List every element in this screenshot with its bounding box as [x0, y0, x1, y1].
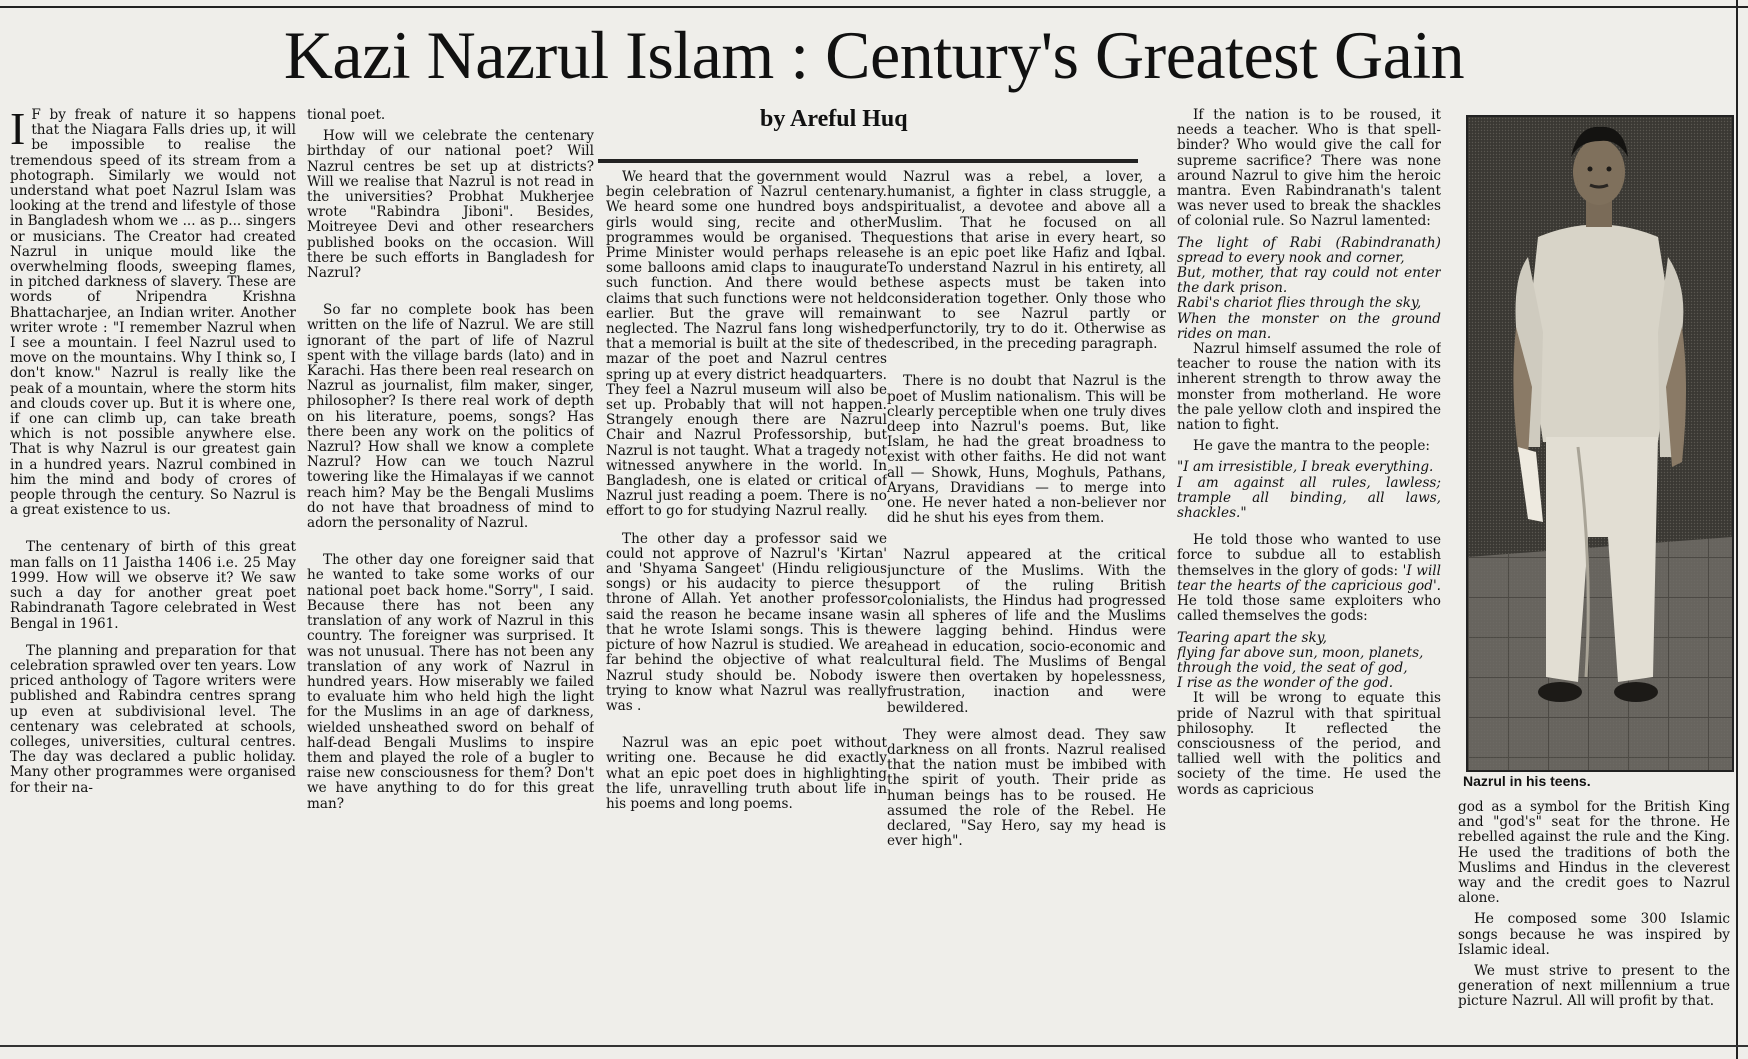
column-1 — [10, 108, 296, 1043]
column-4 — [887, 170, 1166, 1043]
verse-line: The light of Rabi (Rabindranath) spread to every nook and corner, — [1177, 234, 1441, 266]
paragraph: The other day one foreigner said that he wanted to take some works of our national poet back home."Sorry", I said. Because there has not been any translation of any work of Nazrul in this country. The foreigner was surprised. It was not unusual. There has not been any translation of any work of Nazrul in hundred years. How miserably we failed to evaluate him who held high the light for the Muslims in an age of darkness, wielded unsheathed sword on behalf of half-dead Bengali Muslims to inspire them and played the role of a bugler to raise new consciousness for them? Don't we have anything to do for this great man? — [307, 552, 594, 812]
paragraph: The centenary of birth of this great man falls on 11 Jaistha 1406 i.e. 25 May 1999. How will we observe it? We saw such a day for another great poet Rabindranath Tagore celebrated in West Bengal in 1961. — [10, 539, 296, 632]
paragraph: The planning and preparation for that celebration sprawled over ten years. Low priced anthology of Tagore writers were published and Rabindra centres sprang up even at subdivisional level. The centenary was celebrated at schools, colleges, universities, cultural centres. The day was declared a public holiday. Many other programmes were organised for their na- — [10, 642, 296, 796]
paragraph: The other day a professor said we could not approve of Nazrul's 'Kirtan' and 'Shyama Sangeet' (Hindu religious songs) or his audacity to pierce the throne of Allah. Yet another professor said the reason he became insane was that he wrote Islami songs. This is the picture of how Nazrul is studied. We are far behind the objective of what real Nazrul study should be. Nobody is trying to know what Nazrul was really was . — [606, 530, 887, 714]
headline: Kazi Nazrul Islam : Century's Greatest Gain — [283, 17, 1465, 93]
byline-rule — [598, 159, 1138, 163]
photo-caption: Nazrul in his teens. — [1463, 773, 1591, 789]
verse-line: through the void, the seat of god, — [1177, 659, 1408, 676]
portrait-photo — [1466, 115, 1734, 772]
bottom-rule — [0, 1045, 1748, 1047]
paragraph: We heard that the government would begin celebration of Nazrul centenary. We heard some one hundred boys and girls would sing, recite and other programmes would be organised. The Prime Minister would perhaps release some balloons amid claps to inaugurate such function. And there would be claims that such functions were not held earlier. But the grave will remain neglected. The Nazrul fans long wished that a memorial is built at the site of the mazar of the poet and Nazrul centres spring up at every district headquarters. They feel a Nazrul museum will also be set up. Probably that will not happen. Strangely enough there are Nazrul Chair and Nazrul Professorship, but Nazrul is not taught. What a tragedy not witnessed anywhere in the world. In Bangladesh, one is elated or critical of Nazrul just reading a poem. There is no effort to go for studying Nazrul really. — [606, 170, 887, 520]
paragraph: How will we celebrate the centenary birthday of our national poet? Will Nazrul centres be set up at districts? Will we realise that Nazrul is not read in the universities? Probhat Mukherjee wrote "Rabindra Jiboni". Besides, Moitreyee Devi and other researchers published books on the occasion. Will there be such efforts in Bangladesh for Nazrul? — [307, 128, 594, 282]
paragraph: god as a symbol for the British King and "god's" seat for the throne. He rebelled against the rule and the King. He used the traditions of both the Muslims and Hindus in the cleverest way and the credit goes to Nazrul alone. — [1458, 800, 1730, 907]
right-rule — [1736, 0, 1738, 1059]
paragraph: So far no complete book has been written on the life of Nazrul. We are still ignorant of the part of life of Nazrul spent with the village bards (lato) and in Karachi. Has there been real research on Nazrul as journalist, film maker, singer, philosopher? Is there real work of depth on his literature, poems, songs? Has there been any work on the politics of Nazrul? How shall we know a complete Nazrul? How can we touch Nazrul towering like the Himalayas if we cannot reach him? May be the Bengali Muslims do not have that broadness of mind to adorn the personality of Nazrul. — [307, 302, 594, 532]
verse-line: When the monster on the ground rides on man. — [1177, 310, 1441, 342]
paragraph: He gave the mantra to the people: — [1193, 438, 1430, 455]
verse-line: But, mother, that ray could not enter the dark prison. — [1177, 265, 1441, 297]
paragraph: Nazrul appeared at the critical juncture of the Muslims. With the support of the ruling British colonialists, the Hindus had progressed in all spheres of life and the Muslims were lagging behind. Hindus were ahead in education, socio-economic and cultural field. The Muslims of Bengal were then overtaken by hopelessness, frustration, inaction and were bewildered. — [887, 547, 1166, 716]
verse-line: I am against all rules, lawless; trample all binding, all laws, shackles." — [1177, 474, 1441, 522]
byline: by Areful Huq — [760, 106, 908, 132]
paragraph: It will be wrong to equate this pride of Nazrul with that spiritual philosophy. It reflected the consciousness of the period, and tallied well with the politics and society of the time. He used the words as capricious — [1177, 690, 1441, 798]
paragraph: If the nation is to be roused, it needs a teacher. Who is that spell-binder? Who would give the call for supreme sacrifice? There was none around Nazrul to give him the heroic mantra. Even Rabindranath's talent was never used to break the shackles of colonial rule. So Nazrul lamented: — [1177, 108, 1441, 230]
paragraph: I F by freak of nature it so happens that the Niagara Falls dries up, it will be impossible to realise the tremendous speed of its stream from a photograph. Similarly we would not understand what poet Nazrul Islam was looking at the trend and lifestyle of those in Bangladesh whom we ... as p... singers or musicians. The Creator had created Nazrul in unique mould like the overwhelming floods, sweeping flames, in pitched darkness of slavery. These are words of Nripendra Krishna Bhattacharjee, an Indian writer. Another writer wrote : "I remember Nazrul when I see a mountain. I feel Nazrul used to move on the mountains. Why I think so, I don't know." Nazrul is really like the peak of a mountain, where the storm hits and clouds cover up. But it is where one, if one can climb up, can take breath which is not possible anywhere else. That is why Nazrul is our greatest gain in a hundred years. Nazrul combined in him the mind and body of crores of people through the century. So Nazrul is a great existence to us. — [10, 108, 296, 519]
paragraph: tional poet. — [307, 108, 386, 123]
column-3 — [606, 170, 887, 1043]
verse-line: Tearing apart the sky, — [1177, 629, 1327, 646]
drop-cap: I — [10, 108, 26, 154]
paragraph: Nazrul himself assumed the role of teacher to rouse the nation with its inherent strength to throw away the monster from motherland. He wore the pale yellow cloth and inspired the nation to fight. — [1177, 341, 1441, 434]
column-5 — [1177, 108, 1441, 1043]
verse-line: Rabi's chariot flies through the sky, — [1177, 295, 1422, 312]
column-6 — [1458, 800, 1730, 1043]
top-rule — [0, 6, 1748, 8]
verse-line: flying far above sun, moon, planets, — [1177, 644, 1424, 661]
paragraph: We must strive to present to the generation of next millennium a true picture Nazrul. All will profit by that. — [1458, 963, 1730, 1010]
paragraph: Nazrul was a rebel, a lover, a humanist, a fighter in class struggle, a spiritualist, a devotee and above all a Muslim. That he focused on all questions that arise in every heart, so he is an epic poet like Hafiz and Iqbal. To understand Nazrul in his entirety, all these aspects must be taken into consideration together. Only those who want to see Nazrul partly or perfunctorily, try to do it. Otherwise as described, in the preceding paragraph. — [887, 170, 1166, 353]
verse-line: I rise as the wonder of the god. — [1177, 675, 1394, 692]
paragraph: Nazrul was an epic poet without writing one. Because he did exactly what an epic poet does in highlighting the life, unravelling truth about life in his poems and long poems. — [606, 735, 887, 812]
paragraph: They were almost dead. They saw darkness on all fronts. Nazrul realised that the nation must be imbibed with the spirit of youth. Their pride as human beings has to be roused. He assumed the role of the Rebel. He declared, "Say Hero, say my head is ever high". — [887, 726, 1166, 850]
verse-line: "I am irresistible, I break everything. — [1177, 459, 1434, 476]
column-2 — [307, 108, 594, 1043]
paragraph: There is no doubt that Nazrul is the poet of Muslim nationalism. This will be clearly perceptible when one truly dives deep into Nazrul's poems. But, like Islam, he had the great broadness to exist with other faiths. He did not want all — Showk, Huns, Moghuls, Pathans, Aryans, Dravidians — to merge into one. He never hated a non-believer nor did he shut his eyes from them. — [887, 373, 1166, 527]
paragraph: He composed some 300 Islamic songs because he was inspired by Islamic ideal. — [1458, 911, 1730, 958]
paragraph: He told those who wanted to use force to subdue all to establish themselves in the glory of gods: 'I will tear the hearts of the capricious god'. He told those same exploiters who called themselves the gods: — [1177, 532, 1441, 625]
portrait-of-young-man-icon — [1468, 117, 1732, 770]
